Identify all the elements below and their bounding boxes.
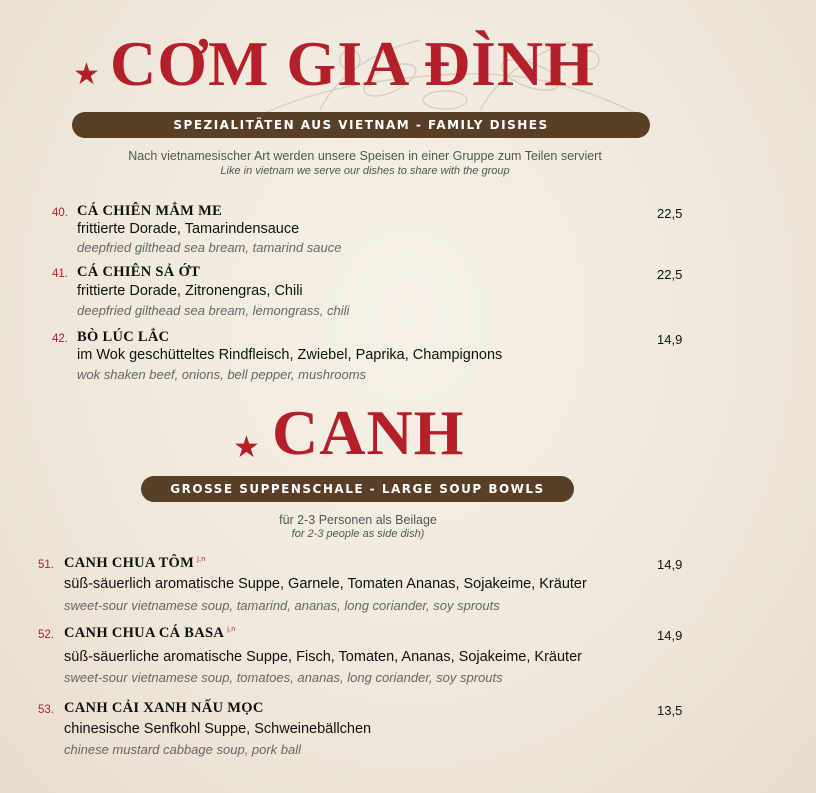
dish-name-text: CANH CHUA CÁ BASA [64,625,225,641]
dish-price: 22,5 [657,267,683,282]
dish-description-de: im Wok geschütteltes Rindfleisch, Zwiebel, Paprika, Champignons [77,347,503,363]
allergen-code: j,n [197,556,206,564]
section-banner: SPEZIALITÄTEN AUS VIETNAM - FAMILY DISHES [72,112,650,138]
intro-text-en: Like in vietnam we serve our dishes to share with the group [220,165,510,177]
star-icon: ★ [233,430,260,465]
dish-description-de: chinesische Senfkohl Suppe, Schweinebällchen [64,721,372,737]
dish-name: BÒ LÚC LẮC [77,329,170,345]
allergen-code: j,n [227,626,236,634]
intro-text-de: Nach vietnamesischer Art werden unsere Speisen in einer Gruppe zum Teilen serviert [128,149,602,163]
intro-text-de: für 2-3 Personen als Beilage [279,513,437,527]
dish-name [64,625,235,642]
item-number: 53. [38,704,54,716]
item-number: 41. [52,268,68,280]
dish-price: 14,9 [657,332,683,347]
dish-price: 14,9 [657,628,683,643]
section-banner: GROSSE SUPPENSCHALE - LARGE SOUP BOWLS [141,476,574,502]
dish-description-en: deepfried gilthead sea bream, tamarind sauce [77,240,342,255]
dish-description-de: frittierte Dorade, Zitronengras, Chili [77,283,303,299]
dish-name-text: CANH CHUA TÔM [64,555,195,571]
dish-description-de: süß-säuerlich aromatische Suppe, Garnele, Tomaten Ananas, Sojakeime, Kräuter [64,576,587,592]
dish-price: 22,5 [657,206,683,221]
item-number: 42. [52,333,68,345]
dish-description-de: süß-säuerliche aromatische Suppe, Fisch, Tomaten, Ananas, Sojakeime, Kräuter [64,649,582,665]
dish-description-de: frittierte Dorade, Tamarindensauce [77,221,300,237]
dish-name [64,555,205,572]
dish-name: CÁ CHIÊN MẮM ME [77,203,223,219]
dish-description-en: sweet-sour vietnamese soup, tamarind, ananas, long coriander, soy sprouts [64,598,500,613]
dish-description-en: wok shaken beef, onions, bell pepper, mushrooms [77,367,367,382]
item-number: 52. [38,629,54,641]
dish-price: 13,5 [657,703,683,718]
dish-name: CÁ CHIÊN SẢ ỚT [77,264,201,280]
dish-description-en: deepfried gilthead sea bream, lemongrass, chili [77,303,350,318]
star-icon: ★ [73,57,100,92]
dish-description-en: sweet-sour vietnamese soup, tomatoes, ananas, long coriander, soy sprouts [64,670,503,685]
dish-name: CANH CẢI XANH NẤU MỌC [64,700,264,716]
dish-price: 14,9 [657,557,683,572]
intro-text-en: for 2-3 people as side dish) [291,528,425,540]
section-title: CANH [272,397,465,468]
item-number: 40. [52,207,68,219]
section-title: CƠM GIA ĐÌNH [110,28,595,99]
item-number: 51. [38,559,54,571]
dish-description-en: chinese mustard cabbage soup, pork ball [64,742,302,757]
